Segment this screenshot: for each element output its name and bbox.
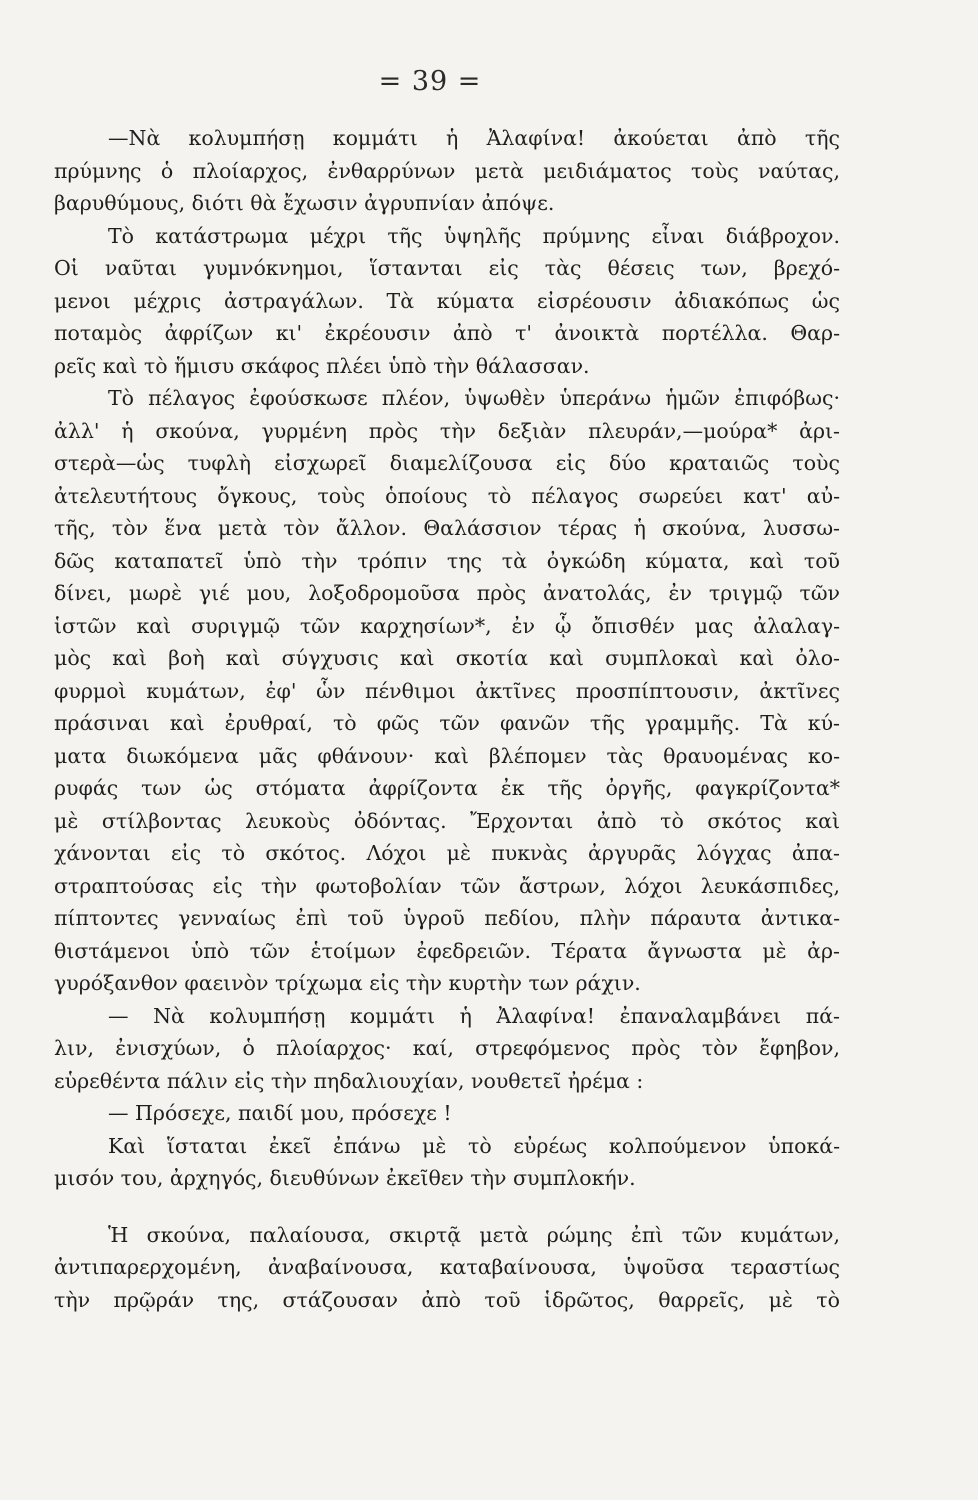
text-line: Καὶ ἵσταται ἐκεῖ ἐπάνω μὲ τὸ εὐρέως κολπούμενον ὑποκά-	[108, 1133, 840, 1158]
text-line: —Νὰ κολυμπήσῃ κομμάτι ἡ Ἀλαφίνα! ἀκούεται ἀπὸ τῆς	[108, 126, 840, 150]
text-line: τῆς, τὸν ἕνα μετὰ τὸν ἄλλον. Θαλάσσιον τέρας ἡ σκούνα, λυσσω-	[54, 516, 840, 540]
text-line: ἀντιπαρερχομένη, ἀναβαίνουσα, καταβαίνουσα, ὑψοῦσα τεραστίως	[54, 1255, 840, 1279]
text-line: θιστάμενοι ὑπὸ τῶν ἑτοίμων ἐφεδρειῶν. Τέρατα ἄγνωστα μὲ ἀρ-	[54, 938, 840, 963]
text-line: ποταμὸς ἀφρίζων κι' ἐκρέουσιν ἀπὸ τ' ἀνοικτὰ πορτέλλα. Θαρ-	[54, 321, 840, 345]
text-line: στραπτούσας εἰς τὴν φωτοβολίαν τῶν ἄστρων, λόχοι λευκάσπιδες,	[54, 873, 840, 898]
text-line: Τὸ πέλαγος ἐφούσκωσε πλέον, ὑψωθὲν ὑπεράνω ἡμῶν ἐπιφόβως·	[108, 386, 840, 410]
text-line: ἱστῶν καὶ συριγμῷ τῶν καρχησίων*, ἐν ᾧ ὄπισθέν μας ἀλαλαγ-	[54, 613, 840, 638]
text-line: μισόν του, ἀρχηγός, διευθύνων ἐκεῖθεν τὴν συμπλοκήν.	[54, 1166, 636, 1190]
text-line: ρεῖς καὶ τὸ ἥμισυ σκάφος πλέει ὑπὸ τὴν θάλασσαν.	[54, 353, 590, 378]
text-line: ἀτελευτήτους ὄγκους, τοὺς ὁποίους τὸ πέλαγος σωρεύει κατ' αὐ-	[54, 483, 840, 508]
text-line: δῶς καταπατεῖ ὑπὸ τὴν τρόπιν της τὰ ὀγκώδη κύματα, καὶ τοῦ	[54, 548, 840, 573]
text-line: φυρμοὶ κυμάτων, ἐφ' ὧν πένθιμοι ἀκτῖνες προσπίπτουσιν, ἀκτῖνες	[54, 678, 840, 703]
text-line: ρυφάς των ὡς στόματα ἀφρίζοντα ἐκ τῆς ὀργῆς, φαγκρίζοντα*	[54, 776, 840, 800]
text-line: ἀλλ' ἡ σκούνα, γυρμένη πρὸς τὴν δεξιὰν πλευράν,—μούρα* ἀρι-	[54, 418, 840, 443]
text-line: βαρυθύμους, διότι θὰ ἔχωσιν ἀγρυπνίαν ἀπόψε.	[54, 191, 555, 215]
text-line: δίνει, μωρὲ γιέ μου, λοξοδρομοῦσα πρὸς ἀνατολάς, ἐν τριγμῷ τῶν	[54, 581, 840, 605]
text-line: τὴν πρῷράν της, στάζουσαν ἀπὸ τοῦ ἱδρῶτος, θαρρεῖς, μὲ τὸ	[54, 1287, 840, 1312]
text-line: πράσιναι καὶ ἐρυθραί, τὸ φῶς τῶν φανῶν τῆς γραμμῆς. Τὰ κύ-	[54, 711, 840, 735]
text-line: χάνονται εἰς τὸ σκότος. Λόχοι μὲ πυκνὰς ἀργυρᾶς λόγχας ἀπα-	[54, 841, 840, 865]
text-line: Ἡ σκούνα, παλαίουσα, σκιρτᾷ μετὰ ρώμης ἐπὶ τῶν κυμάτων,	[108, 1222, 840, 1247]
text-line: Οἱ ναῦται γυμνόκνημοι, ἵστανται εἰς τὰς θέσεις των, βρεχό-	[54, 256, 840, 280]
text-line: — Νὰ κολυμπήσῃ κομμάτι ἡ Ἀλαφίνα! ἐπαναλαμβάνει πά-	[108, 1003, 840, 1028]
text-line: μὸς καὶ βοὴ καὶ σύγχυσις καὶ σκοτία καὶ συμπλοκαὶ καὶ ὀλο-	[54, 646, 840, 670]
text-line: μενοι μέχρις ἀστραγάλων. Τὰ κύματα εἰσρέουσιν ἀδιακόπως ὡς	[54, 288, 840, 313]
page-number: = 39 =	[378, 66, 482, 97]
text-line: εὑρεθέντα πάλιν εἰς τὴν πηδαλιουχίαν, νουθετεῖ ἠρέμα :	[54, 1068, 644, 1093]
text-line: στερὰ—ὡς τυφλὴ εἰσχωρεῖ διαμελίζουσα εἰς δύο κραταιῶς τοὺς	[54, 451, 840, 475]
paragraph-gap	[54, 1195, 840, 1219]
text-line: ματα διωκόμενα μᾶς φθάνουν· καὶ βλέπομεν τὰς θραυομένας κο-	[54, 743, 840, 768]
text-line: μὲ στίλβοντας λευκοὺς ὀδόντας. Ἔρχονται ἀπὸ τὸ σκότος καὶ	[54, 808, 840, 833]
body-text	[54, 122, 840, 1316]
text-line: — Πρόσεχε, παιδί μου, πρόσεχε !	[108, 1101, 452, 1125]
text-line: Τὸ κατάστρωμα μέχρι τῆς ὑψηλῆς πρύμνης εἶναι διάβροχον.	[108, 223, 840, 248]
text-line: γυρόξανθον φαεινὸν τρίχωμα εἰς τὴν κυρτὴν των ράχιν.	[54, 971, 641, 995]
text-line: πίπτοντες γενναίως ἐπὶ τοῦ ὑγροῦ πεδίου, πλὴν πάραυτα ἀντικα-	[54, 906, 840, 930]
text-line: πρύμνης ὁ πλοίαρχος, ἐνθαρρύνων μετὰ μειδιάματος τοὺς ναύτας,	[54, 158, 840, 183]
text-line: λιν, ἐνισχύων, ὁ πλοίαρχος· καί, στρεφόμενος πρὸς τὸν ἔφηβον,	[54, 1036, 840, 1060]
